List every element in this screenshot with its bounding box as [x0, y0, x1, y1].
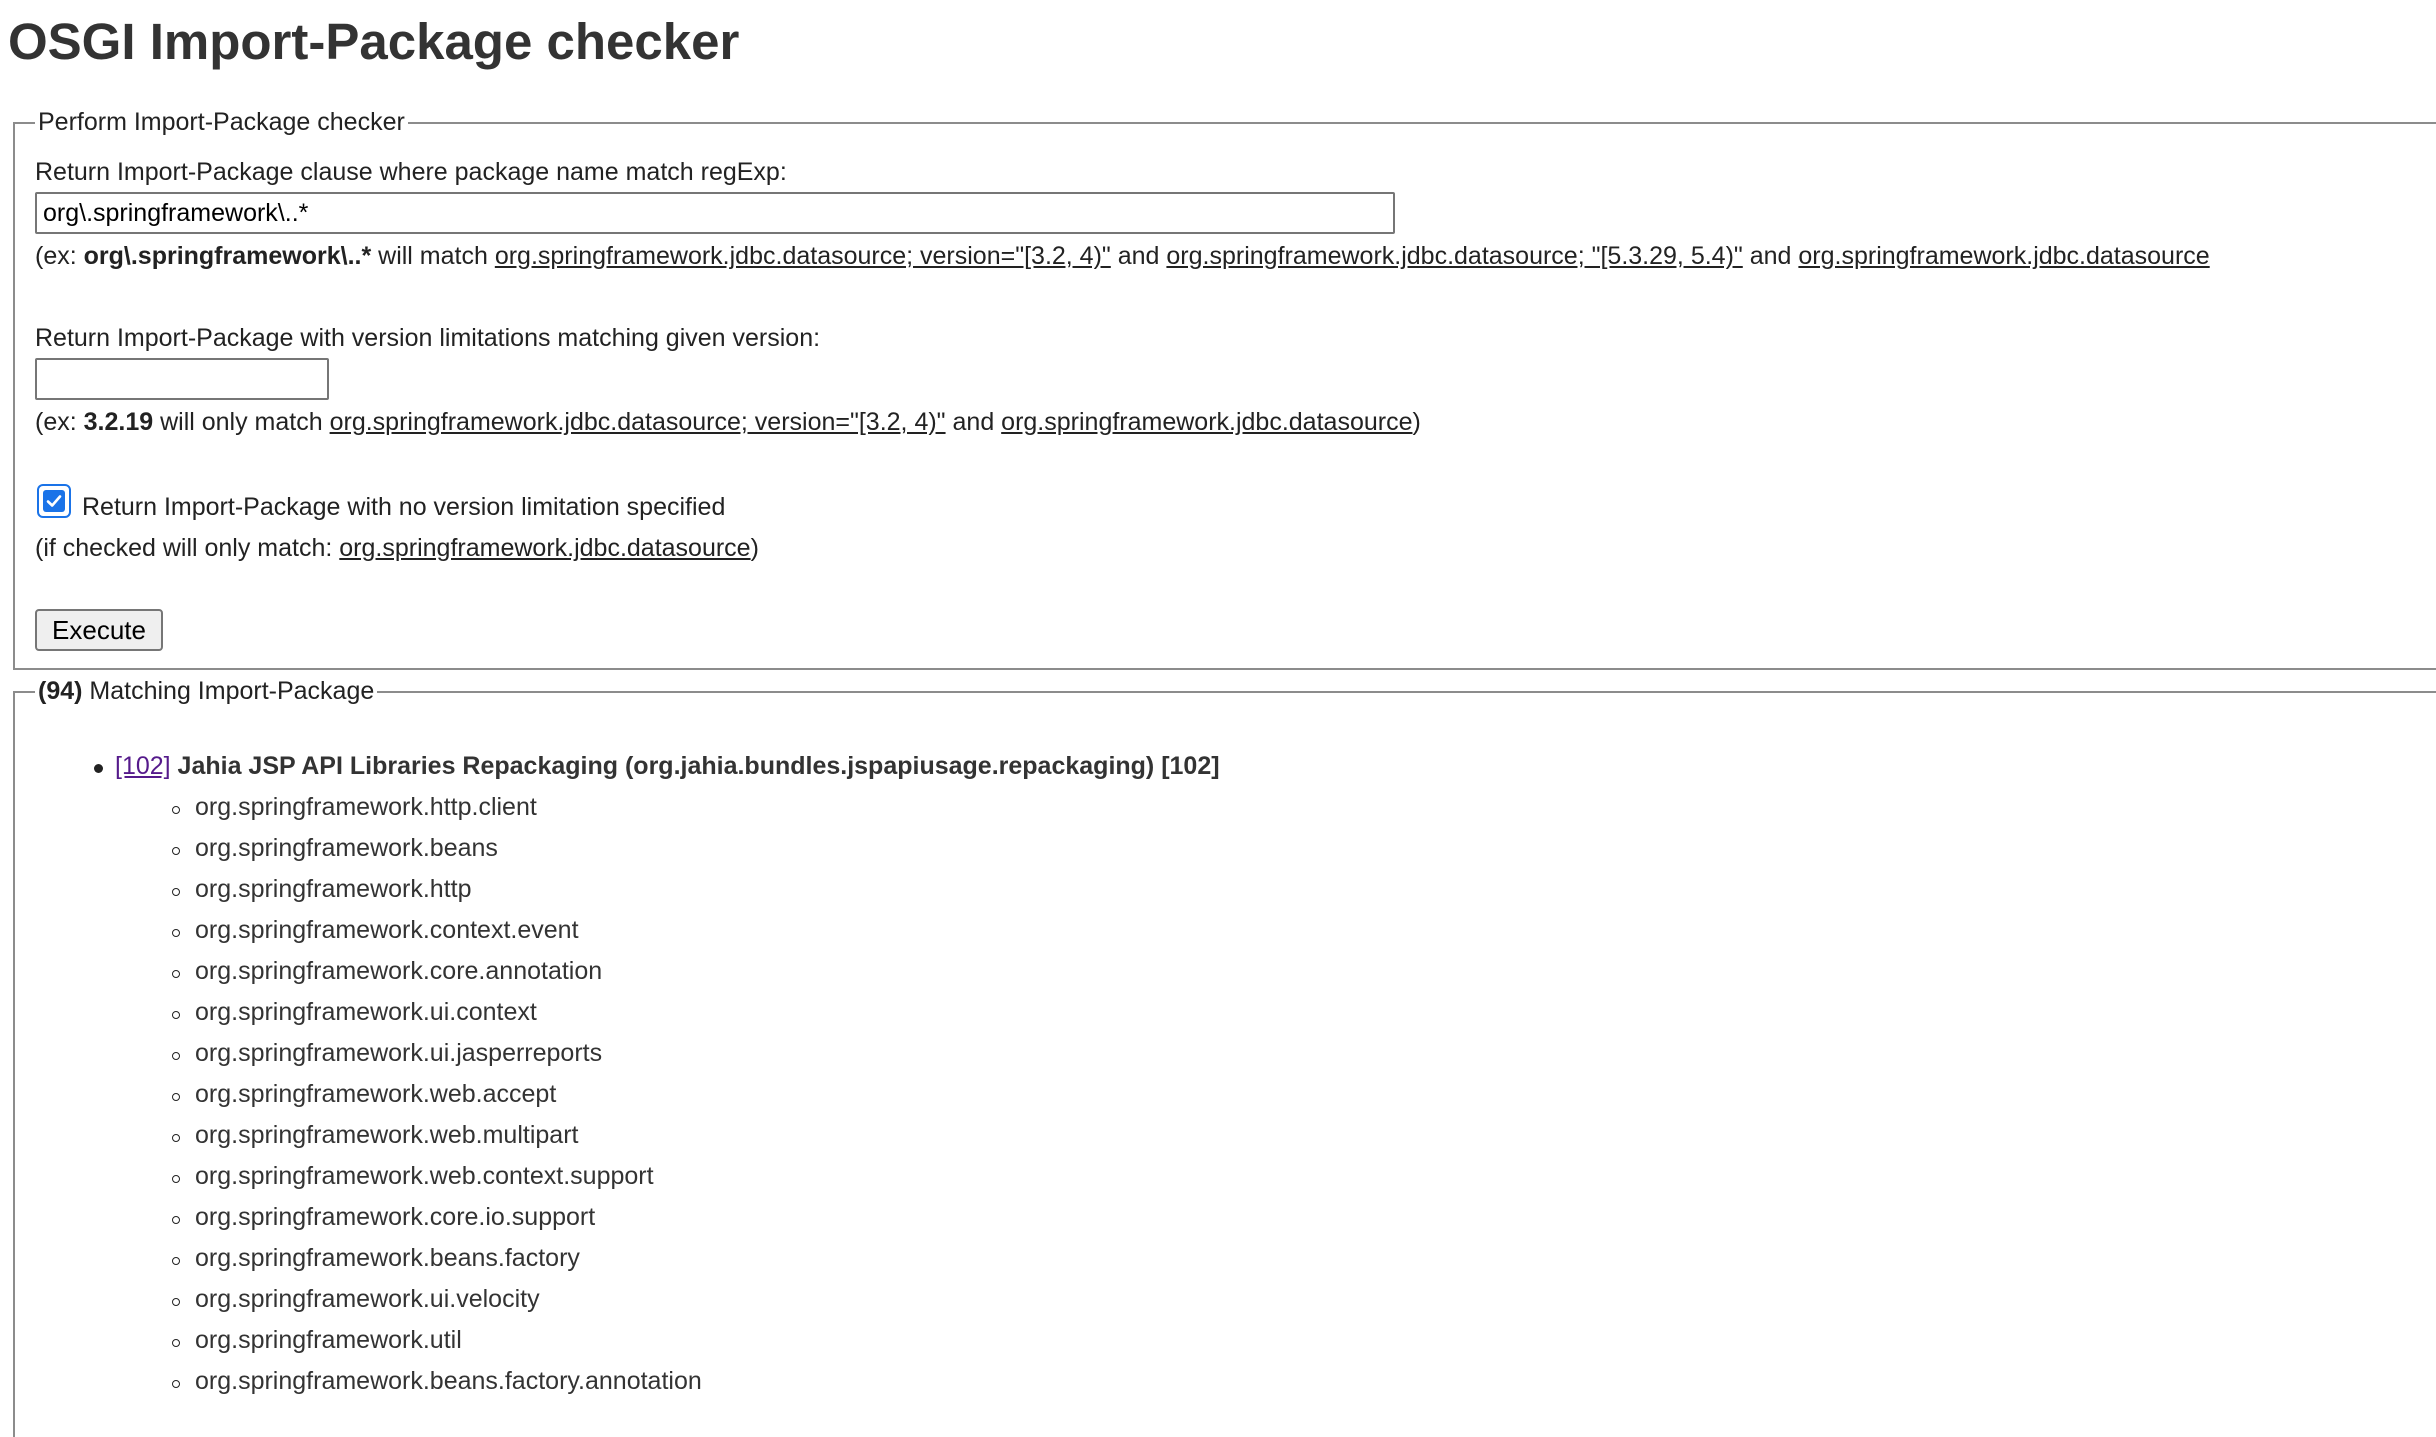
checkbox-check-icon: [43, 490, 65, 512]
regexp-hint-link-1[interactable]: org.springframework.jdbc.datasource; version="[3.2, 4)": [494, 242, 1111, 270]
noversion-checkbox[interactable]: [37, 484, 71, 518]
page-title: OSGI Import-Package checker: [8, 13, 740, 70]
package-item: org.springframework.beans: [195, 834, 498, 862]
package-item: org.springframework.beans.factory.annotation: [195, 1367, 702, 1395]
package-bullet: [172, 1011, 180, 1019]
package-item: org.springframework.ui.context: [195, 998, 537, 1026]
package-bullet: [172, 1052, 180, 1060]
matching-count: (94): [38, 677, 83, 705]
bundle-row: [115, 752, 1220, 781]
package-item: org.springframework.context.event: [195, 916, 579, 944]
package-item: org.springframework.web.context.support: [195, 1162, 654, 1190]
noversion-hint: (if checked will only match: org.springframework.jdbc.datasource): [35, 534, 759, 562]
package-item: org.springframework.beans.factory: [195, 1244, 580, 1272]
package-bullet: [172, 1093, 180, 1101]
package-bullet: [172, 970, 180, 978]
package-item: org.springframework.web.multipart: [195, 1121, 579, 1149]
noversion-hint-link-1[interactable]: org.springframework.jdbc.datasource: [339, 534, 751, 562]
package-item: org.springframework.core.annotation: [195, 957, 603, 985]
package-bullet: [172, 806, 180, 814]
regexp-label: Return Import-Package clause where package name match regExp:: [35, 158, 787, 186]
package-item: org.springframework.http.client: [195, 793, 537, 821]
package-item: org.springframework.web.accept: [195, 1080, 557, 1108]
bundle-title: Jahia JSP API Libraries Repackaging (org.jahia.bundles.jspapiusage.repackaging) [102]: [170, 752, 1220, 780]
regexp-hint-example: org\.springframework\..*: [83, 242, 372, 270]
package-bullet: [172, 1134, 180, 1142]
regexp-hint-link-2[interactable]: org.springframework.jdbc.datasource; "[5.3.29, 5.4)": [1166, 242, 1743, 270]
version-label: Return Import-Package with version limitations matching given version:: [35, 324, 821, 352]
package-item: org.springframework.util: [195, 1326, 462, 1354]
execute-button[interactable]: Execute: [35, 609, 163, 651]
package-bullet: [172, 929, 180, 937]
perform-legend: Perform Import-Package checker: [38, 108, 405, 136]
version-hint: (ex: 3.2.19 will only match org.springframework.jdbc.datasource; version="[3.2, 4)" and org.springframework.jdbc.datasource): [35, 408, 1421, 436]
package-bullet: [172, 888, 180, 896]
version-hint-link-2[interactable]: org.springframework.jdbc.datasource: [1001, 408, 1413, 436]
regexp-hint-link-3[interactable]: org.springframework.jdbc.datasource: [1798, 242, 2210, 270]
package-bullet: [172, 1257, 180, 1265]
package-bullet: [172, 847, 180, 855]
package-item: org.springframework.core.io.support: [195, 1203, 596, 1231]
version-hint-link-1[interactable]: org.springframework.jdbc.datasource; version="[3.2, 4)": [329, 408, 946, 436]
matching-legend: [35, 677, 377, 706]
version-hint-example: 3.2.19: [83, 408, 154, 436]
bundle-id-link[interactable]: [102]: [115, 752, 171, 780]
version-input[interactable]: [35, 358, 329, 400]
regexp-input[interactable]: [35, 192, 1395, 234]
package-item: org.springframework.http: [195, 875, 472, 903]
package-bullet: [172, 1298, 180, 1306]
bundle-bullet: [94, 764, 103, 773]
package-item: org.springframework.ui.jasperreports: [195, 1039, 603, 1067]
package-bullet: [172, 1175, 180, 1183]
package-bullet: [172, 1216, 180, 1224]
noversion-label[interactable]: Return Import-Package with no version limitation specified: [82, 493, 726, 521]
package-item: org.springframework.ui.velocity: [195, 1285, 540, 1313]
package-bullet: [172, 1380, 180, 1388]
regexp-hint: (ex: org\.springframework\..* will match org.springframework.jdbc.datasource; version="[3.2, 4)" and org.springframework.jdbc.datasource; "[5.3.29, 5.4)" and org.springframework.jdbc.datasource: [35, 242, 2210, 270]
matching-legend-label: Matching Import-Package: [82, 677, 375, 705]
package-bullet: [172, 1339, 180, 1347]
